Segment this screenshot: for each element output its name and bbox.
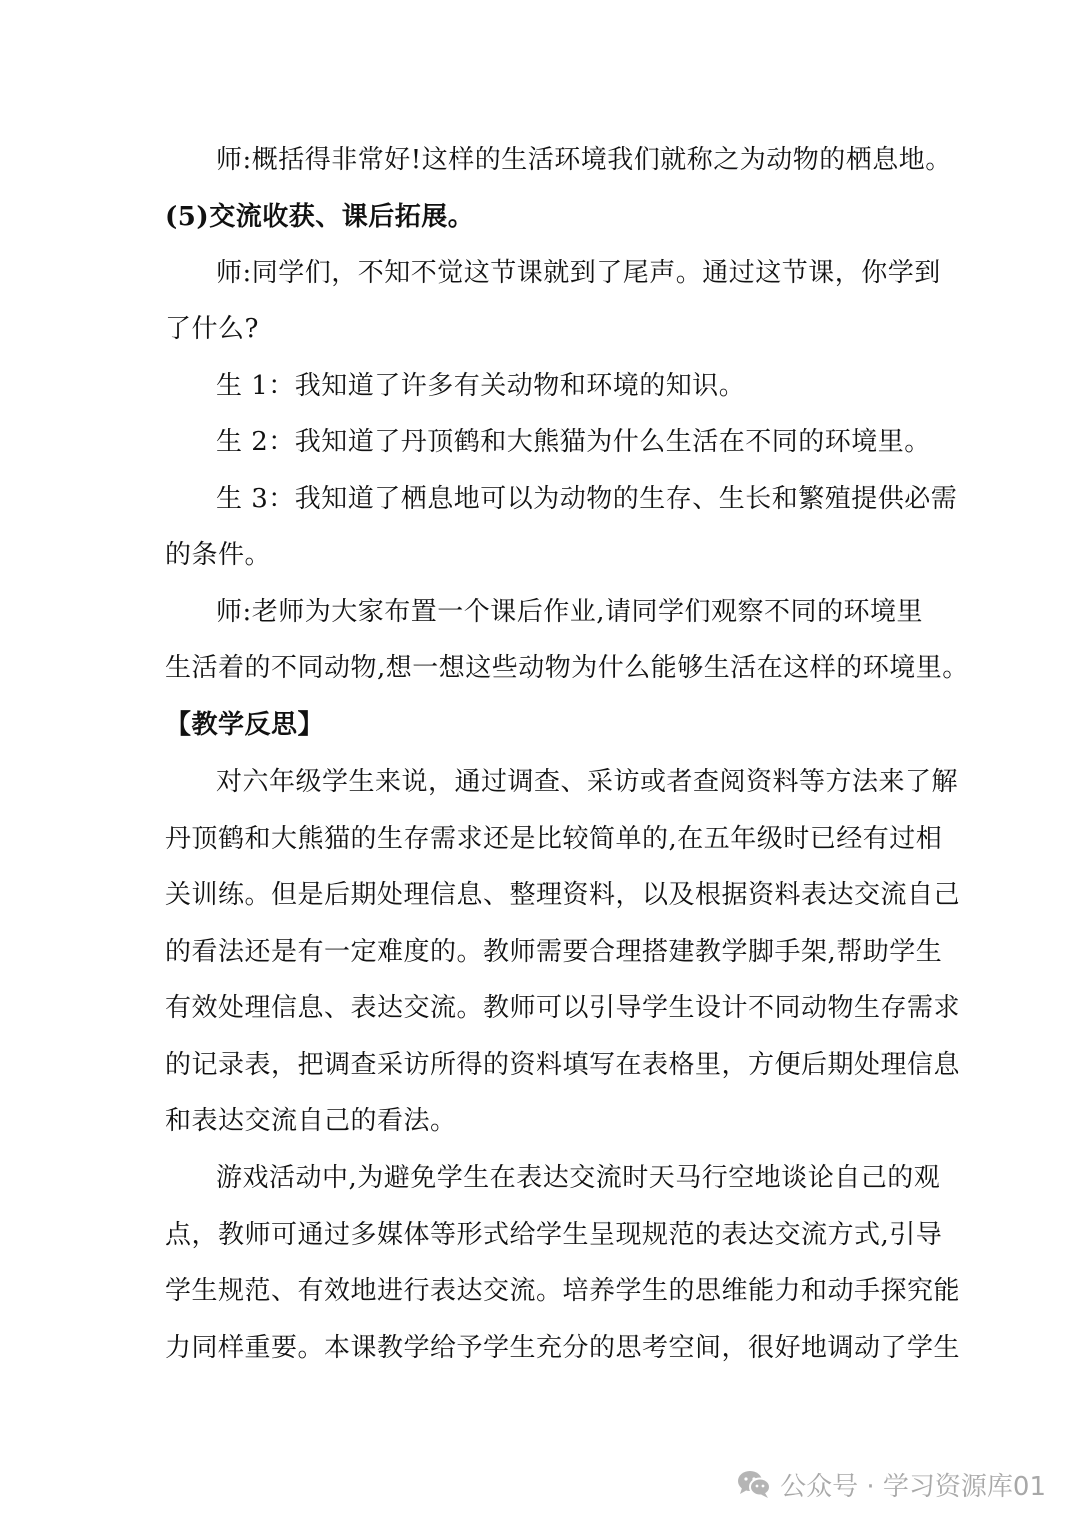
text-line: 师:同学们，不知不觉这节课就到了尾声。通过这节课，你学到 (216, 258, 941, 288)
section-heading: 【教学反思】 (165, 710, 325, 740)
text-line: 点，教师可通过多媒体等形式给学生呈现规范的表达交流方式,引导 (165, 1220, 943, 1250)
text-line: 学生规范、有效地进行表达交流。培养学生的思维能力和动手探究能 (165, 1276, 961, 1306)
text-line: 对六年级学生来说，通过调查、采访或者查阅资料等方法来了解 (216, 767, 959, 797)
text-line: 生 3：我知道了栖息地可以为动物的生存、生长和繁殖提供必需 (216, 484, 958, 514)
wechat-icon (736, 1468, 772, 1500)
text-line: 丹顶鹤和大熊猫的生存需求还是比较简单的,在五年级时已经有过相 (165, 824, 943, 854)
text-line: 生 2：我知道了丹顶鹤和大熊猫为什么生活在不同的环境里。 (216, 427, 931, 457)
text-line: 有效处理信息、表达交流。教师可以引导学生设计不同动物生存需求 (165, 993, 961, 1023)
text-line: 和表达交流自己的看法。 (165, 1106, 457, 1136)
text-line: 的记录表，把调查采访所得的资料填写在表格里，方便后期处理信息 (165, 1050, 961, 1080)
watermark-text: 公众号 · 学习资源库01 (780, 1471, 1046, 1502)
watermark (736, 1462, 1046, 1506)
text-line: 了什么? (165, 314, 259, 344)
text-line: 游戏活动中,为避免学生在表达交流时天马行空地谈论自己的观 (216, 1163, 941, 1193)
text-line: 生 1：我知道了许多有关动物和环境的知识。 (216, 371, 746, 401)
text-line: 师:概括得非常好!这样的生活环境我们就称之为动物的栖息地。 (216, 145, 952, 175)
text-line: 力同样重要。本课教学给予学生充分的思考空间，很好地调动了学生 (165, 1333, 961, 1363)
text-line: 关训练。但是后期处理信息、整理资料，以及根据资料表达交流自己 (165, 880, 961, 910)
text-line: 的条件。 (165, 540, 272, 570)
text-line: 师:老师为大家布置一个课后作业,请同学们观察不同的环境里 (216, 597, 924, 627)
section-heading: (5)交流收获、课后拓展。 (165, 202, 475, 232)
text-line: 的看法还是有一定难度的。教师需要合理搭建教学脚手架,帮助学生 (165, 937, 943, 967)
text-line: 生活着的不同动物,想一想这些动物为什么能够生活在这样的环境里。 (165, 653, 969, 683)
